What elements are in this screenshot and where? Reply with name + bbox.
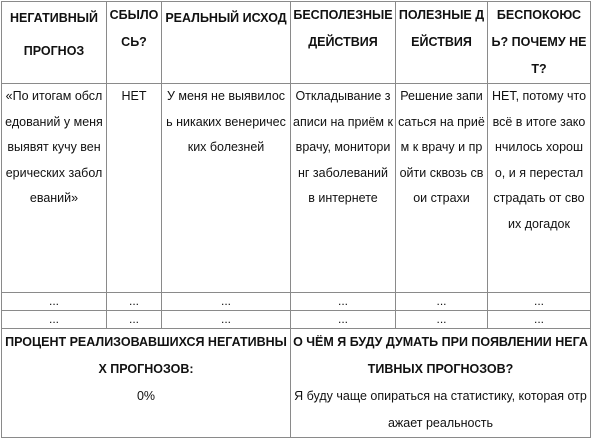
summary-thoughts-title: О ЧЁМ Я БУДУ ДУМАТЬ ПРИ ПОЯВЛЕНИИ НЕГАТИВНЫХ ПРОГНОЗОВ? [293,335,588,376]
summary-percent-cell [2,329,291,438]
header-worry-why-not: БЕСПОКОЮСЬ? ПОЧЕМУ НЕТ? [488,2,591,84]
forecast-table [1,1,591,438]
ellipsis-cell: ... [396,311,488,329]
table-row [2,84,591,293]
ellipsis-cell: ... [396,293,488,311]
ellipsis-cell: ... [2,311,107,329]
ellipsis-cell: ... [107,311,162,329]
ellipsis-cell: ... [291,311,396,329]
summary-row [2,329,591,438]
ellipsis-cell: ... [107,293,162,311]
cell-negative-forecast: «По итогам обследований у меня выявят кучу венерических заболеваний» [2,84,107,293]
cell-came-true: НЕТ [107,84,162,293]
cell-useless-actions: Откладывание записи на приём к врачу, мониторинг заболеваний в интернете [291,84,396,293]
cell-worry-why-not: НЕТ, потому что всё в итоге закончилось хорошо, и я перестал страдать от своих догадок [488,84,591,293]
header-negative-forecast: НЕГАТИВНЫЙ ПРОГНОЗ [2,2,107,84]
cell-useful-actions: Решение записаться на приём к врачу и пройти сквозь свои страхи [396,84,488,293]
ellipsis-row [2,293,591,311]
cell-real-outcome: У меня не выявилось никаких венерических болезней [162,84,291,293]
header-row [2,2,591,84]
header-came-true: СБЫЛОСЬ? [107,2,162,84]
summary-thoughts-cell [291,329,591,438]
ellipsis-cell: ... [488,311,591,329]
ellipsis-cell: ... [2,293,107,311]
header-useless-actions: БЕСПОЛЕЗНЫЕ ДЕЙСТВИЯ [291,2,396,84]
ellipsis-cell: ... [488,293,591,311]
summary-thoughts-value: Я буду чаще опираться на статистику, которая отражает реальность [294,389,587,430]
summary-percent-title: ПРОЦЕНТ РЕАЛИЗОВАВШИХСЯ НЕГАТИВНЫХ ПРОГНОЗОВ: [5,335,287,376]
ellipsis-cell: ... [162,311,291,329]
header-real-outcome: РЕАЛЬНЫЙ ИСХОД [162,2,291,84]
ellipsis-cell: ... [162,293,291,311]
ellipsis-cell: ... [291,293,396,311]
header-useful-actions: ПОЛЕЗНЫЕ ДЕЙСТВИЯ [396,2,488,84]
ellipsis-row [2,311,591,329]
summary-percent-value: 0% [136,389,156,403]
